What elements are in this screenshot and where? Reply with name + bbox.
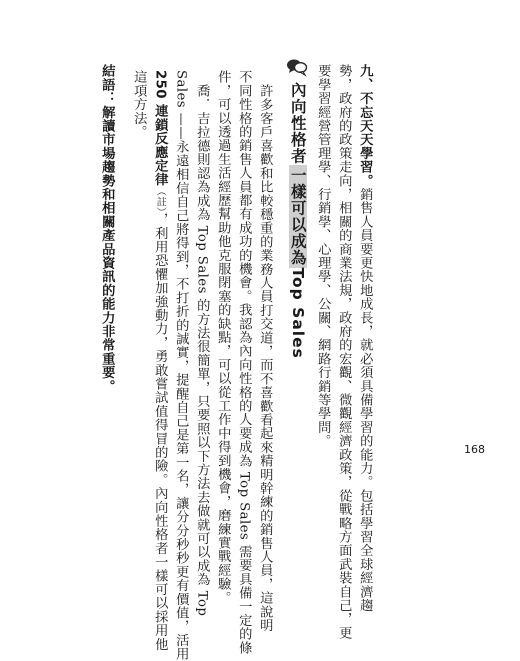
section-nine-title: 九、不忘天天學習。 bbox=[357, 64, 373, 188]
page-number: 168 bbox=[464, 443, 485, 456]
heading-highlight: 一樣可以成為 bbox=[288, 166, 307, 266]
paragraph-2-text-3: ，利用恐懼加強動力，勇敢嘗試值得冒的險。內向性格者一樣可以採用他 bbox=[152, 212, 168, 651]
heading-title bbox=[289, 82, 305, 359]
paragraph-2-col-3 bbox=[153, 70, 166, 651]
heading-suffix: Top Sales bbox=[288, 267, 307, 359]
footnote-marker: （註） bbox=[154, 186, 166, 213]
paragraph-2-col-2: Sales ——永遠相信自己將得到，不打折的誠實，提醒自己是第一名，讓分分秒秒更有價值，活用 bbox=[173, 70, 189, 661]
heading-prefix: 內向性格者 bbox=[288, 82, 307, 165]
chain-reaction-law: 250 連鎖反應定律 bbox=[152, 70, 168, 187]
paragraph-2-col-4: 這項方法。 bbox=[131, 70, 147, 139]
section-nine-text-1: 銷售人員要更快地成長，就必須具備學習的能力。包括學習全球經濟趨 bbox=[357, 187, 373, 613]
conclusion: 結語：解讀市場趨勢和相關產品資訊的能力非常重要。 bbox=[99, 64, 115, 393]
section-nine-col-3: 要學習經營管理學、行銷學、心理學、公關、網路行銷等學問。 bbox=[315, 64, 331, 448]
paragraph-1-col-3: 件，可以透過生活經歷幫助他克服閉塞的缺點，可以從工作中得到機會，磨練實戰經驗。 bbox=[215, 70, 231, 605]
section-nine-col-2: 勢，政府的政策走向，相關的商業法規，政府的宏觀、微觀經濟政策，從戰略方面武裝自己，更 bbox=[336, 64, 352, 640]
speech-bubbles-icon bbox=[286, 56, 308, 78]
paragraph-1-col-1: 許多客戶喜歡和比較穩重的業務人員打交道，而不喜歡看起來精明幹練的銷售人員，這說明 bbox=[257, 84, 273, 632]
paragraph-2-col-1: 喬．吉拉德則認為成為 Top Sales 的方法很簡單，只要照以下方法去做就可以成為 Top bbox=[194, 84, 210, 617]
paragraph-1-col-2: 不同性格的銷售人員都有成功的機會。我認為內向性格的人要成為 Top Sales 需要具備一定的條 bbox=[236, 70, 252, 655]
section-nine-col-1 bbox=[358, 64, 371, 612]
section-heading bbox=[286, 56, 308, 359]
